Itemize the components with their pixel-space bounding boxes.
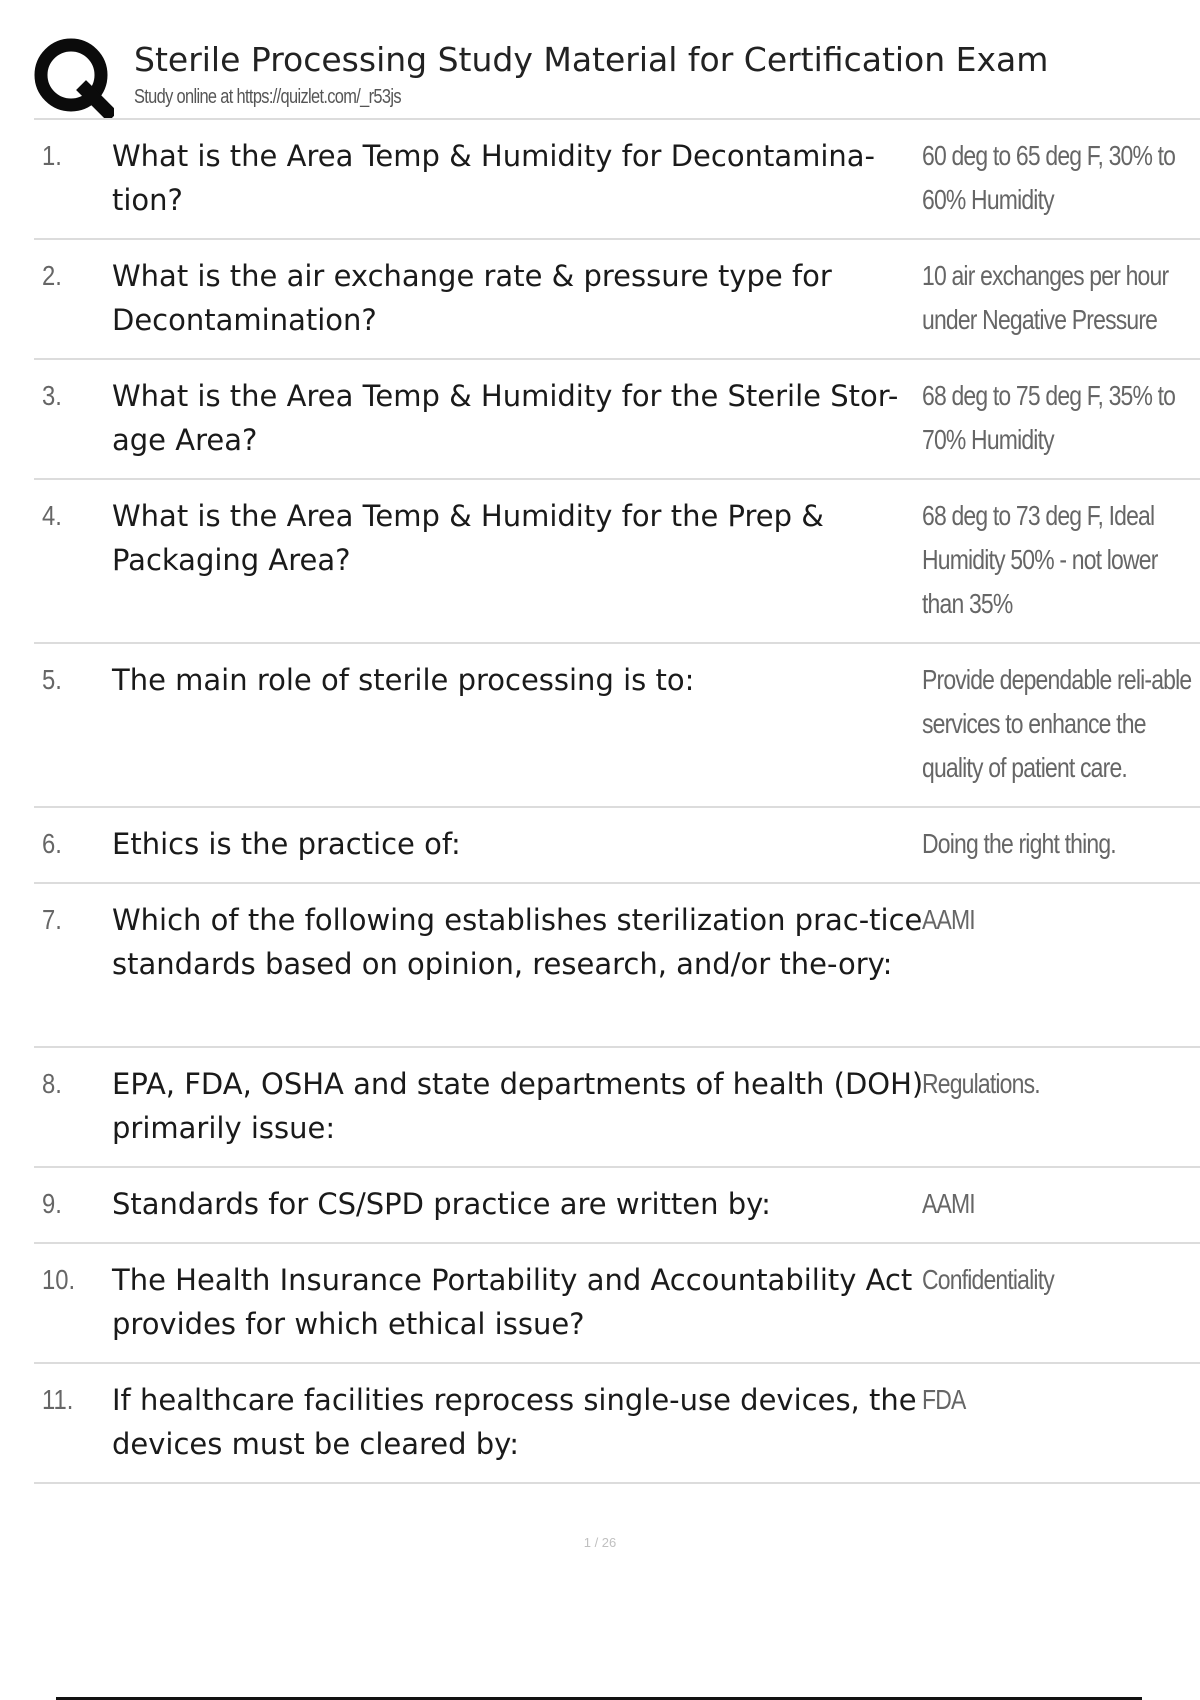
flashcard-row bbox=[34, 1244, 1200, 1364]
study-online-link[interactable]: Study online at https://quizlet.com/_r53js bbox=[134, 86, 401, 108]
card-term: What is the Area Temp & Humidity for Decontamina-tion? bbox=[112, 139, 876, 217]
card-term: Standards for CS/SPD practice are written by: bbox=[112, 1187, 771, 1221]
page-title: Sterile Processing Study Material for Certification Exam bbox=[134, 40, 1049, 79]
flashcard-list bbox=[34, 120, 1200, 1484]
flashcard-row bbox=[34, 884, 1200, 1048]
quizlet-logo-icon bbox=[34, 38, 114, 118]
card-term: The Health Insurance Portability and Accountability Act provides for which ethical issue? bbox=[112, 1263, 913, 1341]
flashcard-row bbox=[34, 240, 1200, 360]
card-number: 11. bbox=[42, 1384, 74, 1415]
flashcard-row bbox=[34, 1364, 1200, 1484]
card-term: EPA, FDA, OSHA and state departments of health (DOH) primarily issue: bbox=[112, 1067, 924, 1145]
flashcard-row bbox=[34, 360, 1200, 480]
page-header bbox=[34, 34, 1200, 120]
card-number: 10. bbox=[42, 1264, 76, 1295]
flashcard-row bbox=[34, 480, 1200, 644]
card-definition: 60 deg to 65 deg F, 30% to 60% Humidity bbox=[922, 140, 1176, 215]
card-definition: 10 air exchanges per hour under Negative Pressure bbox=[922, 260, 1169, 335]
card-number: 3. bbox=[42, 380, 62, 411]
card-term: If healthcare facilities reprocess single-use devices, the devices must be cleared by: bbox=[112, 1383, 917, 1461]
card-definition: Doing the right thing. bbox=[922, 828, 1116, 859]
flashcard-row bbox=[34, 808, 1200, 884]
card-definition: AAMI bbox=[922, 1188, 975, 1219]
flashcard-row bbox=[34, 120, 1200, 240]
card-term: What is the air exchange rate & pressure type for Decontamination? bbox=[112, 259, 832, 337]
card-number: 6. bbox=[42, 828, 62, 859]
card-definition: 68 deg to 73 deg F, Ideal Humidity 50% - not lower than 35% bbox=[922, 500, 1158, 619]
card-number: 8. bbox=[42, 1068, 62, 1099]
card-number: 1. bbox=[42, 140, 62, 171]
card-definition: 68 deg to 75 deg F, 35% to 70% Humidity bbox=[922, 380, 1176, 455]
flashcard-row bbox=[34, 1168, 1200, 1244]
card-number: 9. bbox=[42, 1188, 62, 1219]
card-term: What is the Area Temp & Humidity for the Prep & Packaging Area? bbox=[112, 499, 824, 577]
card-number: 2. bbox=[42, 260, 62, 291]
card-definition: Confidentiality bbox=[922, 1264, 1054, 1295]
card-definition: AAMI bbox=[922, 904, 975, 935]
card-term: Ethics is the practice of: bbox=[112, 827, 461, 861]
card-number: 4. bbox=[42, 500, 62, 531]
flashcard-row bbox=[34, 644, 1200, 808]
card-term: The main role of sterile processing is to: bbox=[112, 663, 695, 697]
card-definition: FDA bbox=[922, 1384, 966, 1415]
page-number: 1 / 26 bbox=[583, 1535, 617, 1550]
card-number: 7. bbox=[42, 904, 62, 935]
card-number: 5. bbox=[42, 664, 62, 695]
card-definition: Regulations. bbox=[922, 1068, 1040, 1099]
card-term: Which of the following establishes sterilization prac-tice standards based on opinion, research, and/or the-ory: bbox=[112, 903, 923, 981]
card-term: What is the Area Temp & Humidity for the Sterile Stor-age Area? bbox=[112, 379, 899, 457]
flashcard-row bbox=[34, 1048, 1200, 1168]
card-definition: Provide dependable reli-able services to enhance the quality of patient care. bbox=[922, 664, 1192, 783]
